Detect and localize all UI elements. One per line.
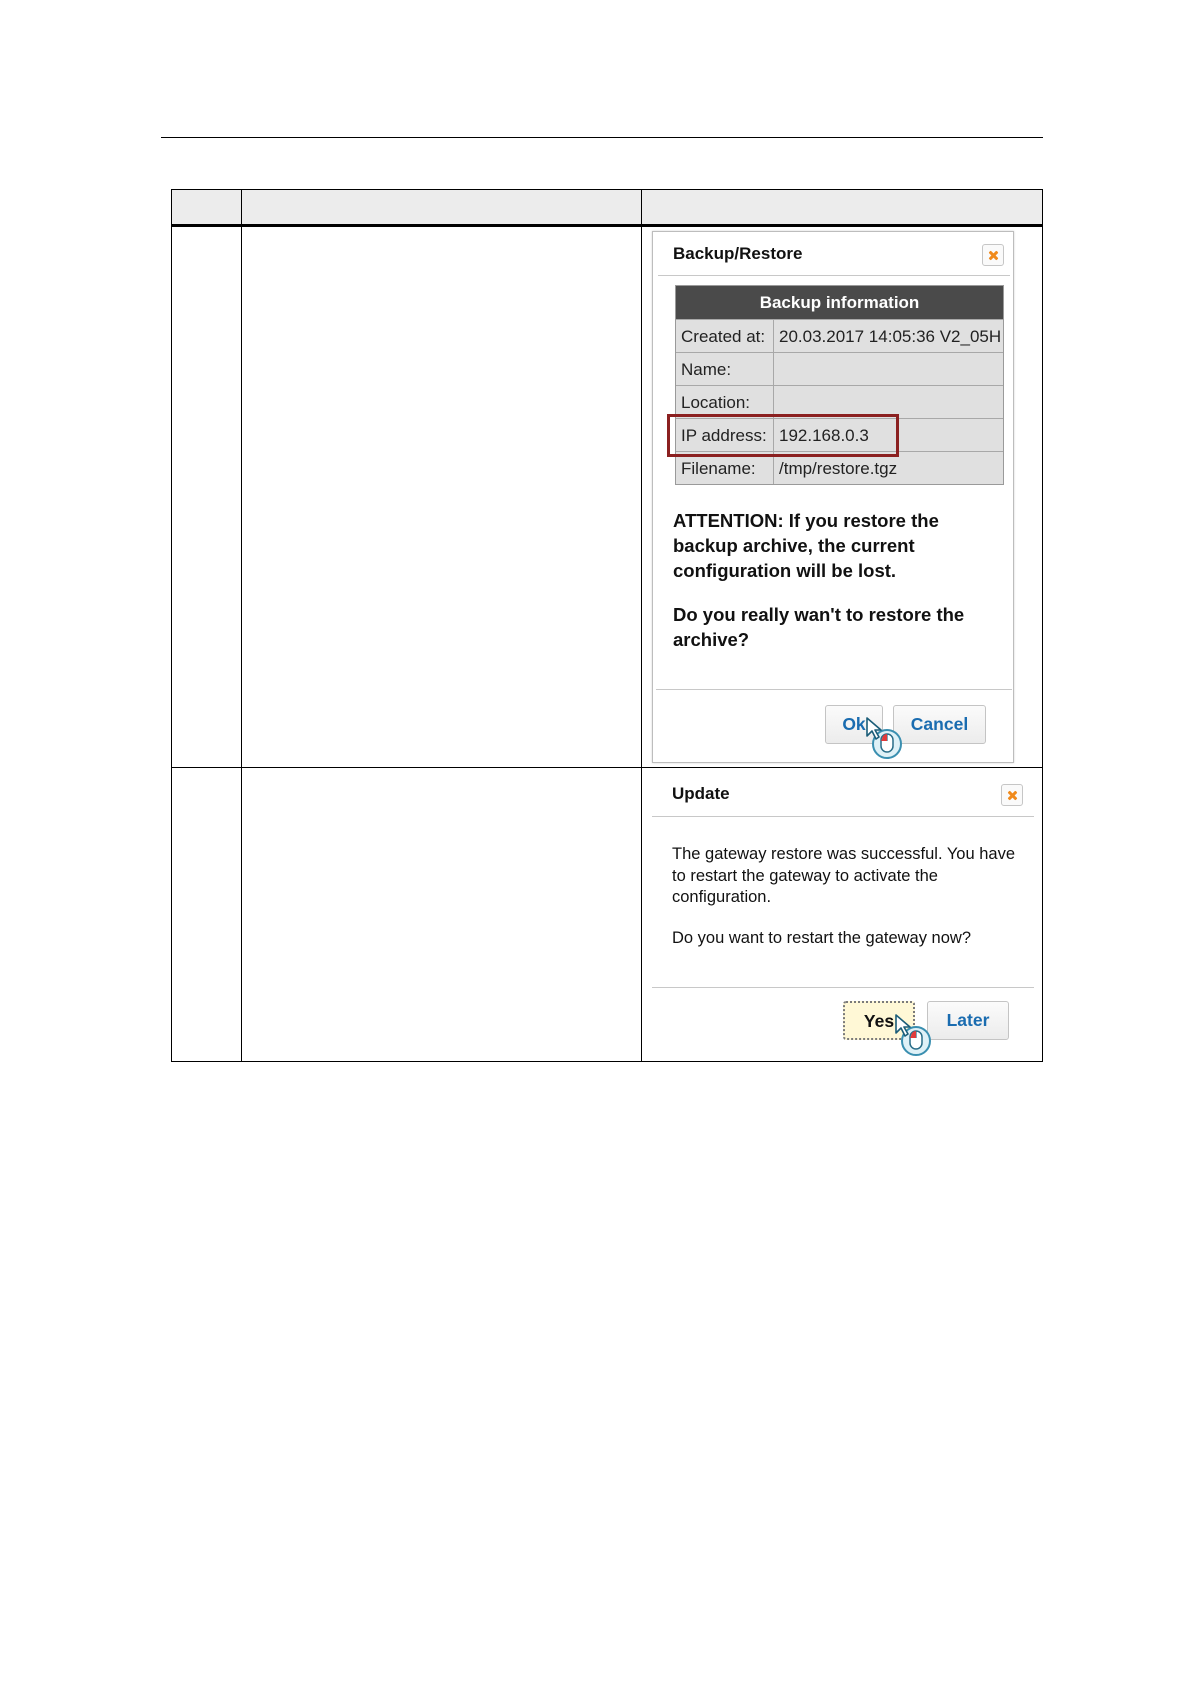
- table-row: [676, 352, 1003, 385]
- title-divider: [658, 275, 1010, 276]
- row-divider: [172, 767, 1042, 768]
- update-dialog: [652, 772, 1034, 1060]
- table-row: [676, 319, 1003, 352]
- close-icon[interactable]: [982, 244, 1004, 266]
- yes-button[interactable]: Yes: [843, 1001, 915, 1040]
- later-button[interactable]: Later: [927, 1001, 1009, 1040]
- footer-divider: [656, 689, 1012, 690]
- restart-question: Do you want to restart the gateway now?: [672, 929, 971, 947]
- backup-info-header: Backup information: [676, 286, 1003, 319]
- update-message: The gateway restore was successful. You have to restart the gateway to activate the configuration.: [672, 845, 1016, 906]
- row-value: 192.168.0.3: [779, 426, 869, 445]
- dialog-title: Update: [672, 784, 730, 803]
- row-label: Name:: [681, 360, 732, 379]
- page-header-rule: [161, 137, 1043, 138]
- column-divider: [241, 190, 242, 1061]
- row-value: /tmp/restore.tgz: [779, 459, 898, 478]
- row-value: 20.03.2017 14:05:36 V2_05H: [779, 327, 1002, 346]
- close-icon[interactable]: [1001, 784, 1023, 806]
- row-label: IP address:: [681, 426, 767, 445]
- attention-text: ATTENTION: If you restore the backup archive, the current configuration will be lost.: [673, 510, 939, 581]
- column-divider: [641, 190, 642, 1061]
- dialog-title: Backup/Restore: [673, 244, 803, 263]
- row-label: Location:: [681, 393, 750, 412]
- footer-divider: [652, 987, 1034, 988]
- mouse-click-icon: [892, 1013, 932, 1057]
- cancel-button[interactable]: Cancel: [893, 705, 986, 744]
- mouse-click-icon: [863, 716, 903, 760]
- ok-button[interactable]: Ok: [825, 705, 883, 744]
- table-header-row: [172, 190, 1042, 227]
- title-divider: [652, 816, 1034, 817]
- restore-question: Do you really wan't to restore the archive?: [673, 604, 965, 650]
- row-label: Created at:: [681, 327, 766, 346]
- backup-restore-dialog: [652, 231, 1014, 763]
- row-label: Filename:: [681, 459, 756, 478]
- ip-address-highlight: [667, 414, 899, 457]
